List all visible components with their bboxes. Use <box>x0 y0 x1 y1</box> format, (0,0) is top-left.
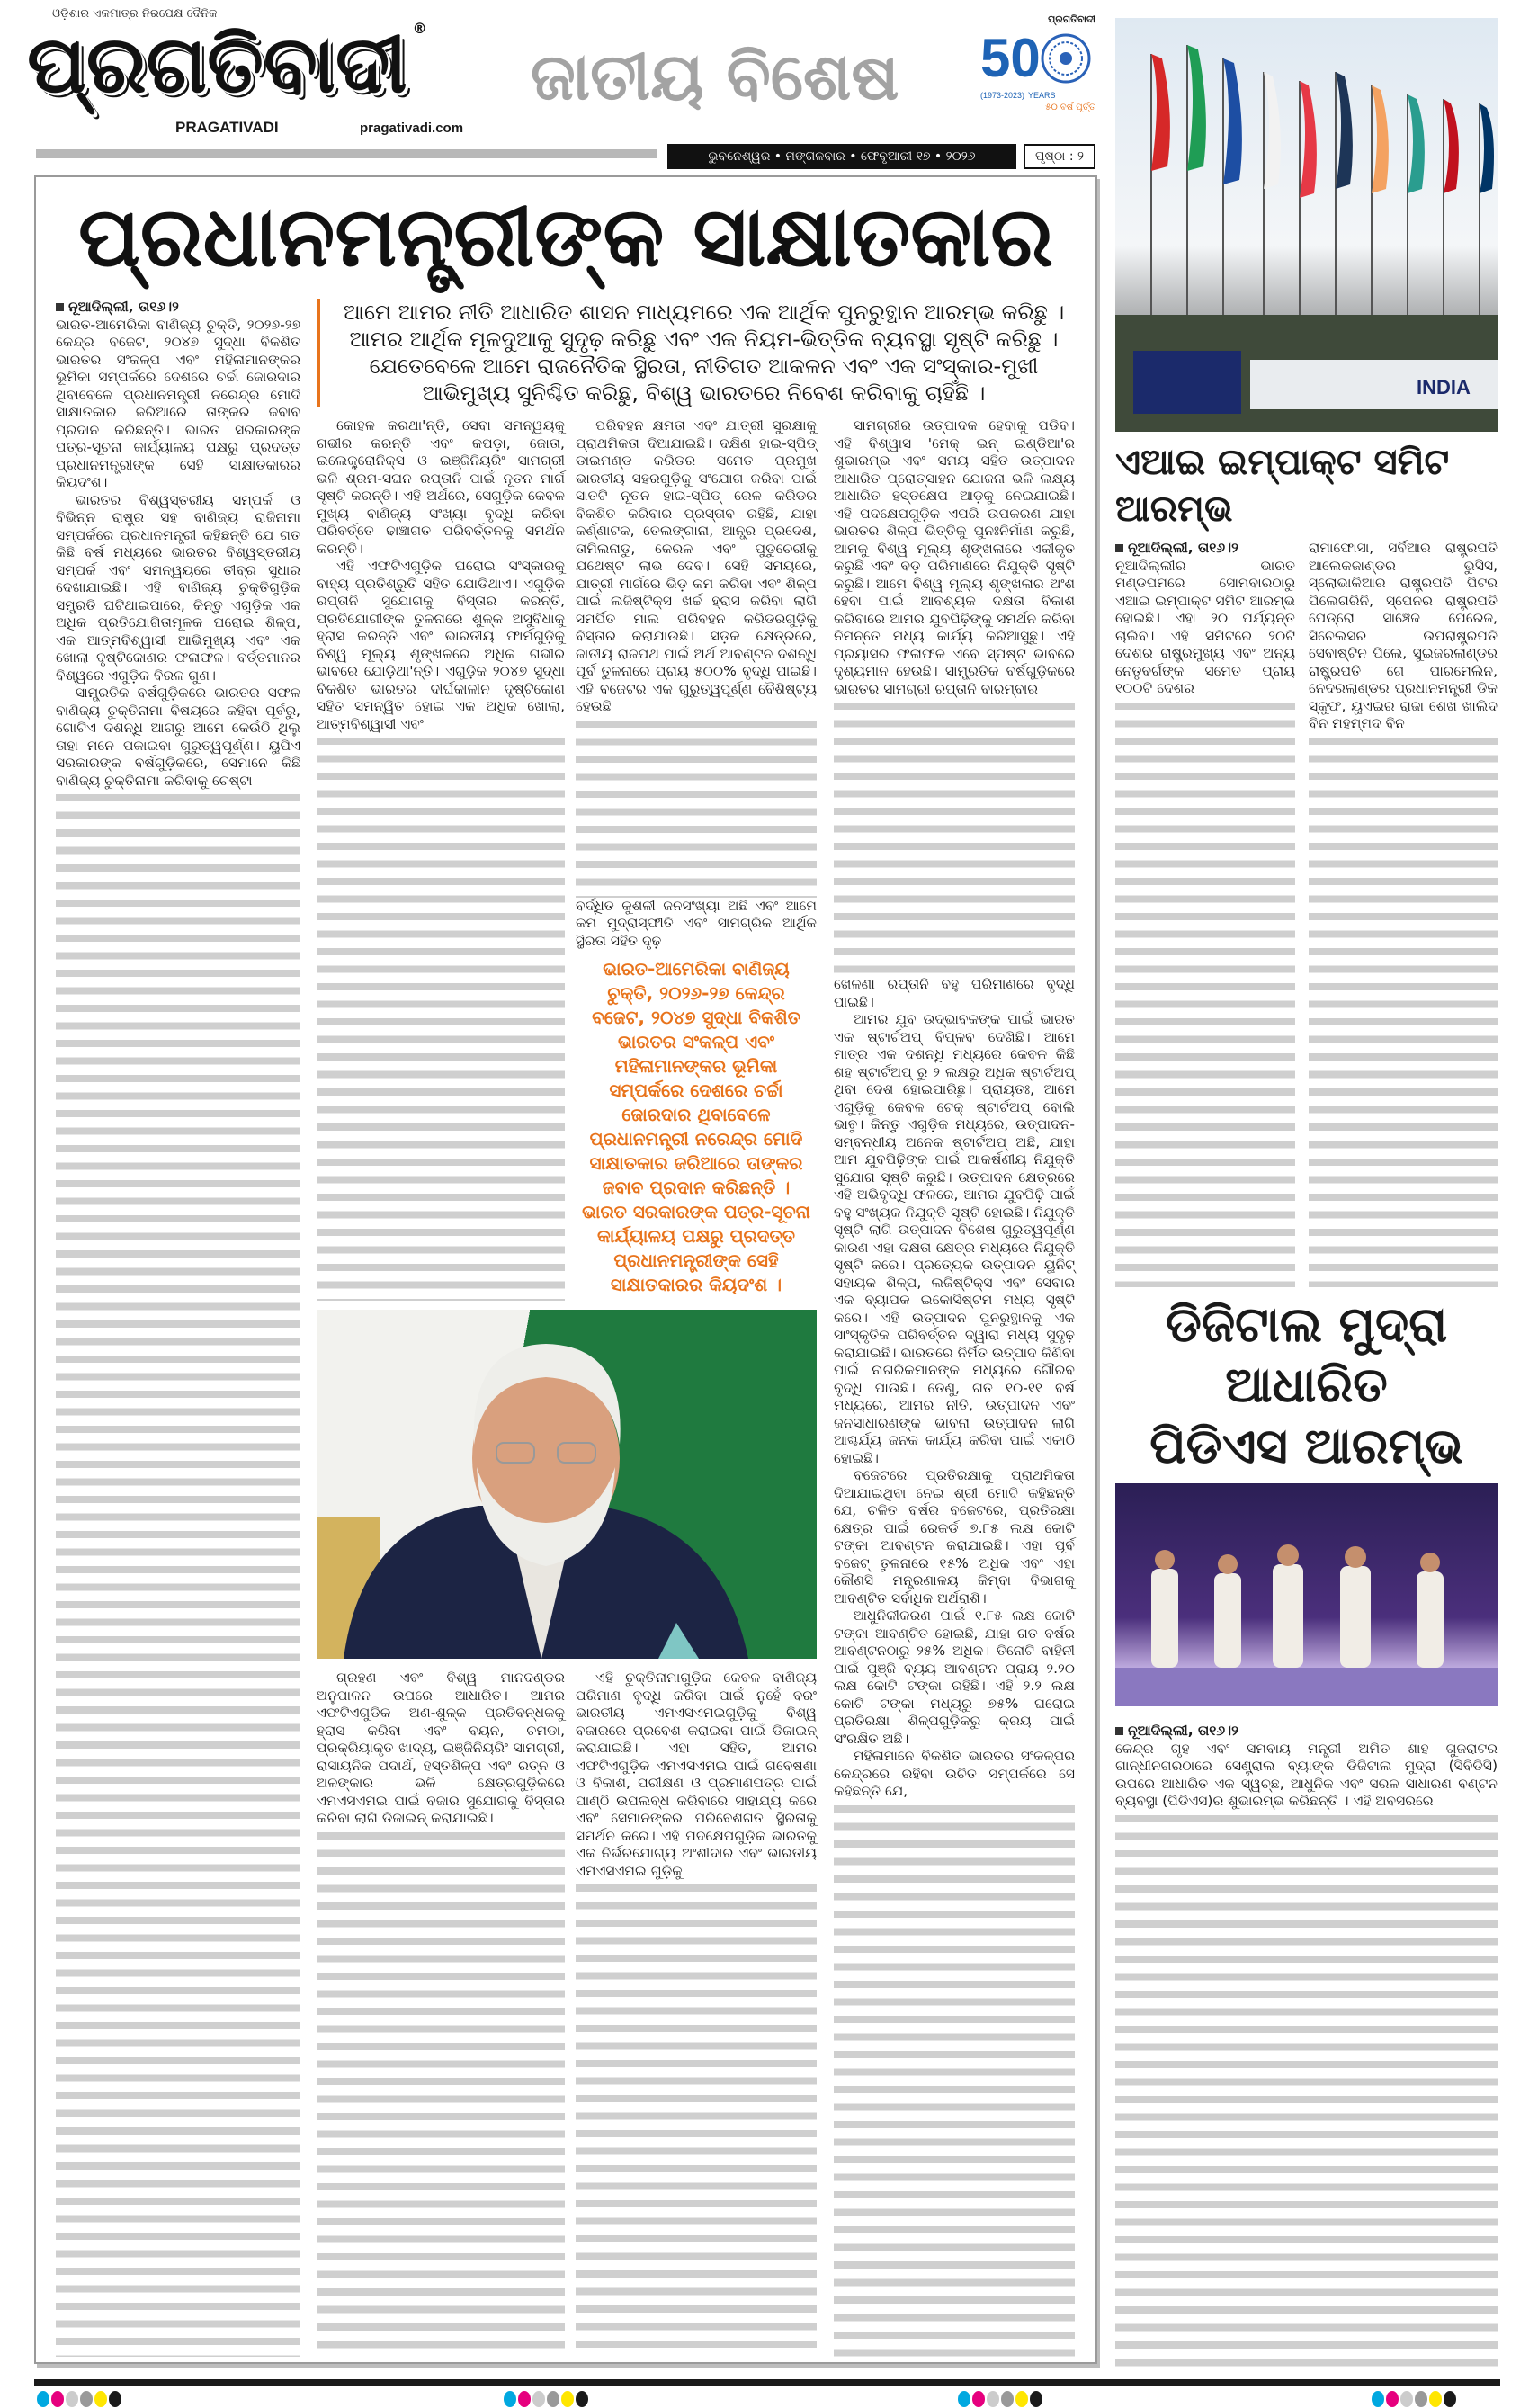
masthead-rule <box>36 149 657 158</box>
newspaper-logo <box>27 20 427 110</box>
sidebar-story1-col-a <box>1115 540 1295 1287</box>
body-paragraph: ବର୍ଦ୍ଧିତ କୁଶଳୀ ଜନସଂଖ୍ୟା ଅଛି ଏବଂ ଆମେ କମ ମୁଦ୍ରାସ୍ଫୀତି ଏବଂ ସାମଗ୍ରିକ ଆର୍ଥିକ ସ୍ଥିରତା ସହିତ ଦୃଢ଼ <box>576 897 817 949</box>
registered-mark: ® <box>412 20 427 37</box>
color-registration-marks <box>504 2391 588 2407</box>
body-paragraph: ଏହି ଚୁକ୍ତିନାମାଗୁଡ଼ିକ କେବଳ ବାଣିଜ୍ୟ ପରିମାଣ ବୃଦ୍ଧି କରିବା ପାଇଁ ନୁହେଁ ବରଂ ଭାରତୀୟ ଏମଏସଏମଇଗୁଡ଼ିକୁ ବିଶ୍ୱ ବଜାରରେ ପ୍ରବେଶ କରାଇବା ପାଇଁ ଡିଜାଇନ୍ କରାଯାଇଛି। ଏହା ସହିତ, ଆମର ଏଫଟିଏଗୁଡ଼ିକ ଏମଏସଏମଇ ପାଇଁ ଗବେଷଣା ଓ ବିକାଶ, ପରୀକ୍ଷଣ ଓ ପ୍ରମାଣପତ୍ର ପାଇଁ ପାଣ୍ଠି ଉପଲବ୍ଧ କରିବାରେ ସାହାଯ୍ୟ କରେ ଏବଂ ସେମାନଙ୍କର ପରିବେଶଗତ ସ୍ଥିରତାକୁ ସମର୍ଥନ କରେ। ଏହି ପଦକ୍ଷେପଗୁଡ଼ିକ ଭାରତକୁ ଏକ ନିର୍ଭରଯୋଗ୍ୟ ଅଂଶୀଦାର ଏବଂ ଭାରତୀୟ ଏମଏସଏମଇ ଗୁଡ଼ିକୁ <box>576 1669 817 1879</box>
sidebar <box>1115 439 1498 2368</box>
color-registration-marks <box>1372 2391 1456 2407</box>
body-text-continued <box>834 1801 1075 2357</box>
body-paragraph: ମହିଳାମାନେ ବିକଶିତ ଭାରତର ସଂକଳ୍ପର କେନ୍ଦ୍ରରେ ରହିବା ଉଚିତ ସମ୍ପର୍କରେ ସେ କହିଛନ୍ତି ଯେ, <box>834 1748 1075 1800</box>
anniversary-brand: ପ୍ରଗତିବାଦୀ <box>1048 13 1095 25</box>
body-paragraph: ନୂଆଦିଲ୍ଲୀର ଭାରତ ମଣ୍ଡପମରେ ସୋମବାରଠାରୁ ଏଆଇ ଇମ୍ପାକ୍ଟ ସମିଟ ଆରମ୍ଭ ହୋଇଛି। ଏହା ୨୦ ପର୍ଯ୍ୟନ୍ତ ଚାଲିବ। ଏହି ସମିଟରେ ୨୦ଟି ଦେଶର ରାଷ୍ଟ୍ରମୁଖ୍ୟ ଏବଂ ଅନ୍ୟ ନେତୃବର୍ଗଙ୍କ ସମେତ ପ୍ରାୟ ୧୦୦ଟି ଦେଶର <box>1115 557 1295 696</box>
anniversary-years: YEARS <box>1028 91 1056 100</box>
body-paragraph: ସାମ୍ପ୍ରତିକ ବର୍ଷଗୁଡ଼ିକରେ ଭାରତର ସଫଳ ବାଣିଜ୍ୟ ଚୁକ୍ତିନାମା ବିଷୟରେ କହିବା ପୂର୍ବରୁ, ଗୋଟିଏ ଦଶନ୍ଧି ଆଗରୁ ଆମେ କେଉଁଠି ଥିଲୁ ତାହା ମନେ ପକାଇବା ଗୁରୁତ୍ୱପୂର୍ଣ୍ଣ। ୟୁପିଏ ସରକାରଙ୍କ ବର୍ଷଗୁଡ଼ିକରେ, ସେମାନେ କିଛି ବାଣିଜ୍ୟ ଚୁକ୍ତିନାମା କରିବାକୁ ଚେଷ୍ଟା <box>56 685 300 789</box>
body-text-continued <box>834 698 1075 976</box>
article-column-3-lower <box>576 1669 817 2357</box>
lead-paragraph: ଭାରତ-ଆମେରିକା ବାଣିଜ୍ୟ ଚୁକ୍ତି, ୨୦୨୬-୨୭ କେନ୍ଦ୍ର ବଜେଟ, ୨୦୪୭ ସୁଦ୍ଧା ବିକଶିତ ଭାରତର ସଂକଳ୍ପ ଏବଂ ମହିଳାମାନଙ୍କର ଭୂମିକା ସମ୍ପର୍କରେ ଦେଶରେ ଚର୍ଚ୍ଚା ଜୋରଦାର ଥିବାବେଳେ ପ୍ରଧାନମନ୍ତ୍ରୀ ନରେନ୍ଦ୍ର ମୋଦି ସାକ୍ଷାତକାର ଜରିଆରେ ତାଙ୍କର ଜବାବ ପ୍ରଦାନ କରିଛନ୍ତି। ଭାରତ ସରକାରଙ୍କ ପତ୍ର-ସୂଚନା କାର୍ଯ୍ୟାଳୟ ପକ୍ଷରୁ ପ୍ରଦତ୍ତ ପ୍ରଧାନମନ୍ତ୍ରୀଙ୍କ ସେହି ସାକ୍ଷାତକାରର କିୟଦଂଶ। <box>56 316 300 491</box>
article-columns-2-3 <box>317 417 817 2357</box>
anniversary-logo <box>980 13 1095 114</box>
main-article <box>36 180 1095 2357</box>
portrait-illustration <box>317 1310 817 1659</box>
sidebar-headline-digital-pds <box>1115 1294 1498 1477</box>
sidebar-headline-ai-summit: ଏଆଇ ଇମ୍ପାକ୍ଟ ସମିଟ ଆରମ୍ଭ <box>1115 442 1450 530</box>
columns-upper <box>317 417 817 1301</box>
article-right-area <box>317 299 1075 2357</box>
body-text-continued <box>576 716 817 898</box>
anniversary-caption: ୫୦ ବର୍ଷ ପୂର୍ତ୍ତି <box>1045 103 1095 112</box>
body-text-continued <box>1115 1811 1498 2368</box>
masthead-tagline: ଓଡ଼ିଶାର ଏକମାତ୍ର ନିରପେକ୍ଷ ଦୈନିକ <box>52 7 218 21</box>
body-text-continued <box>56 790 300 2357</box>
body-paragraph: ଏହି ଏଫଟିଏଗୁଡ଼ିକ ଘରୋଇ ସଂସ୍କାରକୁ ବାହ୍ୟ ପ୍ରତିଶ୍ରୁତି ସହିତ ଯୋଡିଥାଏ। ଏଗୁଡ଼ିକ ରପ୍ତାନି ସୁଯୋଗକୁ ବିସ୍ତାର କରନ୍ତି, ପ୍ରତିଯୋଗୀଙ୍କ ତୁଳନାରେ ଶୁଳ୍କ ଅସୁବିଧାକୁ ହ୍ରାସ କରନ୍ତି ଏବଂ ଭାରତୀୟ ଫାର୍ମଗୁଡ଼ିକୁ ବିଶ୍ୱ ମୂଲ୍ୟ ଶୃଙ୍ଖଳରେ ଅଧିକ ଗଭୀର ଭାବରେ ଯୋଡ଼ିଥା'ନ୍ତି। ଏଗୁଡ଼ିକ ୨୦୪୭ ସୁଦ୍ଧା ବିକଶିତ ଭାରତର ଦୀର୍ଘକାଳୀନ ଦୃଷ୍ଟିକୋଣ ସହିତ ସମନ୍ୱିତ ହୋଇ ଏକ ଅଧିକ ଖୋଲା, ଆତ୍ମବିଶ୍ୱାସୀ ଏବଂ <box>317 558 565 732</box>
article-column-1 <box>56 299 300 2357</box>
sidebar-story2-body <box>1115 1723 1498 2368</box>
pds-launch-photo <box>1115 1483 1498 1706</box>
article-column-2 <box>317 417 565 1301</box>
body-text-continued <box>576 1880 817 2357</box>
dateline: ନୂଆଦିଲ୍ଲୀ, ତା୧୬।୨ <box>1115 540 1295 558</box>
body-paragraph: ଗ୍ରହଣ ଏବଂ ବିଶ୍ୱ ମାନଦଣ୍ଡର ଅନୁପାଳନ ଉପରେ ଆଧାରିତ। ଆମର ଏଫଟିଏଗୁଡିକ ଅଣ-ଶୁଳ୍କ ପ୍ରତିବନ୍ଧକକୁ ହ୍ରାସ କରିବା ଏବଂ ବୟନ, ଚମଡା, ପ୍ରକ୍ରିୟାକୃତ ଖାଦ୍ୟ, ଇଞ୍ଜିନିୟରିଂ ସାମଗ୍ରୀ, ରାସାୟନିକ ପଦାର୍ଥ, ହସ୍ତଶିଳ୍ପ ଏବଂ ରତ୍ନ ଓ ଅଳଙ୍କାର ଭଳି କ୍ଷେତ୍ରଗୁଡ଼ିକରେ ଏମଏସଏମଇ ପାଇଁ ବଜାର ସୁଯୋଗକୁ ବିସ୍ତାର କରିବା ଲାଗି ଡିଜାଇନ୍ କରାଯାଇଛି। <box>317 1669 565 1827</box>
body-paragraph: ଆଧୁନିକୀକରଣ ପାଇଁ ୧.୮୫ ଲକ୍ଷ କୋଟି ଟଙ୍କା ଆବଣ୍ଟିତ ହୋଇଛି, ଯାହା ଗତ ବର୍ଷର ଆବଣ୍ଟନଠାରୁ ୨୫% ଅଧିକ। ତିନୋଟି ବାହିନୀ ପାଇଁ ପୁଞ୍ଜି ବ୍ୟୟ ଆବଣ୍ଟନ ପ୍ରାୟ ୨.୨୦ ଲକ୍ଷ କୋଟି ଟଙ୍କା ରହିଛି। ଏହି ୨.୨ ଲକ୍ଷ କୋଟି ଟଙ୍କା ମଧ୍ୟରୁ ୭୫% ଘରୋଇ ପ୍ରତିରକ୍ଷା ଶିଳ୍ପଗୁଡ଼ିକରୁ କ୍ରୟ ପାଇଁ ସଂରକ୍ଷିତ ଅଛି। <box>834 1607 1075 1747</box>
article-column-4 <box>834 417 1075 2357</box>
logo-english: PRAGATIVADI <box>175 119 279 136</box>
body-text-continued <box>317 733 565 1301</box>
photo-sign-text: INDIA <box>1417 376 1471 398</box>
headline-line-2: ପିଡିଏସ ଆରମ୍ଭ <box>1149 1417 1463 1474</box>
body-paragraph: ଭାରତର ବିଶ୍ୱସ୍ତରୀୟ ସମ୍ପର୍କ ଓ ବିଭିନ୍ନ ରାଷ୍ଟ୍ର ସହ ବାଣିଜ୍ୟ ରାଜିନାମା ସମ୍ପର୍କରେ ପ୍ରଧାନମନ୍ତ୍ରୀ କହିଛନ୍ତି ଯେ ଗତ କିଛି ବର୍ଷ ମଧ୍ୟରେ ଭାରତର ବିଶ୍ୱସ୍ତରୀୟ ସମ୍ପର୍କ ଏବଂ ସମନ୍ୱୟରେ ତୀବ୍ର ସୁଧାର ଦେଖାଯାଇଛି। ଏହି ବାଣିଜ୍ୟ ଚୁକ୍ତିଗୁଡ଼ିକ ସମ୍ପ୍ରତି ଘଟିଥାଇପାରେ, କିନ୍ତୁ ଏଗୁଡ଼ିକ ଏକ ଅଧିକ ପ୍ରତିଯୋଗିତାମୂଳକ ଘରୋଇ ଶିଳ୍ପ, ଏକ ଆତ୍ମବିଶ୍ୱାସୀ ଆଭିମୁଖ୍ୟ ଏବଂ ଏକ ଖୋଲା ଦୃଷ୍ଟିକୋଣର ଫଳାଫଳ। ବର୍ତ୍ତମାନର ବିଶ୍ୱରେ ଏଗୁଡ଼ିକ ବିରଳ ଗୁଣ। <box>56 491 300 684</box>
issue-date: ଭୁବନେଶ୍ୱର • ମଙ୍ଗଳବାର • ଫେବୃଆରୀ ୧୭ • ୨୦୨୬ <box>667 144 1016 169</box>
sidebar-story1 <box>1115 540 1498 1287</box>
body-paragraph: କୋହଳ କରଥା'ନ୍ତି, ସେବା ସମନ୍ୱୟକୁ ଗଭୀର କରନ୍ତି ଏବଂ କପଡ଼ା, ଜୋତା, ଇଲେକ୍ଟ୍ରୋନିକ୍ସ ଓ ଇଞ୍ଜିନିୟରିଂ ସାମଗ୍ରୀ ଭଳି ଶ୍ରମ-ସଘନ ରପ୍ତାନି ପାଇଁ ନୂତନ ମାର୍ଗ ସୃଷ୍ଟି କରନ୍ତି। ଏହି ଅର୍ଥରେ, ସେଗୁଡ଼ିକ କେବଳ ମୁଖ୍ୟ ବାଣିଜ୍ୟ ସଂଖ୍ୟା ବୃଦ୍ଧି କରିବା ପରିବର୍ତ୍ତେ ଢାଞ୍ଚାଗତ ପରିବର୍ତ୍ତନକୁ ସମର୍ଥନ କରନ୍ତି। <box>317 417 565 557</box>
dateline: ନୂଆଦିଲ୍ଲୀ, ତା୧୬।୨ <box>1115 1723 1498 1741</box>
anniversary-meta <box>980 90 1095 101</box>
article-columns <box>317 417 1075 2357</box>
flags-illustration <box>1115 18 1498 432</box>
logo-text: ପ୍ରଗତିବାଦୀ <box>27 18 407 111</box>
body-paragraph: ଆମର ଯୁବ ଉଦ୍ଭାବକଙ୍କ ପାଇଁ ଭାରତ ଏକ ଷ୍ଟାର୍ଟଅପ୍ ବିପ୍ଳବ ଦେଖିଛି। ଆମେ ମାତ୍ର ଏକ ଦଶନ୍ଧି ମଧ୍ୟରେ କେବଳ କିଛି ଶହ ଷ୍ଟାର୍ଟଅପ୍ ରୁ ୨ ଲକ୍ଷରୁ ଅଧିକ ଷ୍ଟାର୍ଟଅପ୍ ଥିବା ଦେଶ ହୋଇପାରିଛୁ। ପ୍ରାୟତଃ, ଆମେ ଏଗୁଡ଼ିକୁ କେବଳ ଟେକ୍ ଷ୍ଟାର୍ଟଅପ୍ ବୋଲି ଭାବୁ। କିନ୍ତୁ ଏଗୁଡ଼ିକ ମଧ୍ୟରେ, ଉତ୍ପାଦନ-ସମ୍ବନ୍ଧୀୟ ଅନେକ ଷ୍ଟାର୍ଟଅପ୍ ଅଛି, ଯାହା ଆମ ଯୁବପିଢ଼ିଙ୍କ ପାଇଁ ଆକର୍ଷଣୀୟ ନିଯୁକ୍ତି ସୁଯୋଗ ସୃଷ୍ଟି କରୁଛି। ଉତ୍ପାଦନ କ୍ଷେତ୍ରରେ ଏହି ଅଭିବୃଦ୍ଧି ଫଳରେ, ଆମର ଯୁବପିଢ଼ି ପାଇଁ ବହୁ ସଂଖ୍ୟକ ନିଯୁକ୍ତି ସୃଷ୍ଟି ହୋଇଛି। ନିଯୁକ୍ତି ସୃଷ୍ଟି ଲାଗି ଉତ୍ପାଦନ ବିଶେଷ ଗୁରୁତ୍ୱପୂର୍ଣ୍ଣ କାରଣ ଏହା ଦକ୍ଷତା କ୍ଷେତ୍ର ମଧ୍ୟରେ ନିଯୁକ୍ତି ସୃଷ୍ଟି କରେ। ପ୍ରତ୍ୟେକ ଉତ୍ପାଦନ ୟୁନିଟ୍ ସହାୟକ ଶିଳ୍ପ, ଲଜିଷ୍ଟିକ୍ସ ଏବଂ ସେବାର ଏକ ବ୍ୟାପକ ଇକୋସିଷ୍ଟମ ମଧ୍ୟ ସୃଷ୍ଟି କରେ। ଏହି ଉତ୍ପାଦନ ପୁନରୁତ୍ଥାନକୁ ଏକ ସାଂସ୍କୃତିକ ପରିବର୍ତ୍ତନ ଦ୍ୱାରା ମଧ୍ୟ ସୁଦୃଢ଼ କରାଯାଇଛି। ଭାରତରେ ନିର୍ମିତ ଉତ୍ପାଦ କିଣିବା ପାଇଁ ନାଗରିକମାନଙ୍କ ମଧ୍ୟରେ ଗୌରବ ବୃଦ୍ଧି ପାଉଛି। ତେଣୁ, ଗତ ୧୦-୧୧ ବର୍ଷ ମଧ୍ୟରେ, ଆମର ନୀତି, ଉତ୍ପାଦନ ଏବଂ ଜନସାଧାରଣଙ୍କ ଭାବନା ଉତ୍ପାଦନ ଲାଗି ଆଶ୍ଚର୍ଯ୍ୟ ଜନକ କାର୍ଯ୍ୟ କରିବା ପାଇଁ ଏକାଠି ହୋଇଛି। <box>834 1011 1075 1466</box>
prime-minister-photo <box>317 1310 817 1659</box>
page-number: ପୃଷ୍ଠା : ୨ <box>1024 144 1095 169</box>
stage-illustration <box>1115 1483 1498 1706</box>
body-paragraph: ଖେଳଣା ରପ୍ତାନି ବହୁ ପରିମାଣରେ ବୃଦ୍ଧି ପାଇଛି। <box>834 976 1075 1010</box>
dateline: ନୂଆଦିଲ୍ଲୀ, ତା୧୬।୨ <box>56 299 300 317</box>
color-registration-marks <box>37 2391 121 2407</box>
article-column-2-lower <box>317 1669 565 2357</box>
main-headline: ପ୍ରଧାନମନ୍ତ୍ରୀଙ୍କ ସାକ୍ଷାତକାର <box>78 189 1053 285</box>
body-text-continued <box>1115 698 1295 1287</box>
section-title: ଜାତୀୟ ବିଶେଷ <box>531 39 899 114</box>
website-link[interactable]: pragativadi.com <box>360 121 464 136</box>
article-body <box>36 299 1095 2357</box>
body-text-continued <box>1309 733 1498 1287</box>
body-paragraph: ରାମାଫୋସା, ସର୍ବିଆର ରାଷ୍ଟ୍ରପତି ଆଲେକଜାଣ୍ଡର ଭୁସିସ, ସ୍ଲୋଭାକିଆର ରାଷ୍ଟ୍ରପତି ପିଟର ପିଲେଗରିନି, ସ୍ପେନର ରାଷ୍ଟ୍ରପତି ପେଡ୍ରୋ ସାଞ୍ଚେଜ ପେରେଜ, ସିଚେଲସର ଉପରାଷ୍ଟ୍ରପତି ସେବାଷ୍ଟିନ ପିଲେ, ସୁଇଜରଲାଣ୍ଡର ରାଷ୍ଟ୍ରପତି ଗେ ପାରମେଲିନ, ନେଦରଲାଣ୍ଡର ପ୍ରଧାନମନ୍ତ୍ରୀ ଡିକ ସ୍କୁଫ, ୟୁଏଇର ରାଜା ଶେଖ ଖାଲିଦ ବିନ ମହମ୍ମଦ ବିନ <box>1309 540 1498 731</box>
body-paragraph: ପରିବହନ କ୍ଷମତା ଏବଂ ଯାତ୍ରୀ ସୁରକ୍ଷାକୁ ପ୍ରାଥମିକତା ଦିଆଯାଇଛି। ଦକ୍ଷିଣ ହାଇ-ସ୍ପିଡ୍ ଡାଇମଣ୍ଡ କରିଡର ସମେତ ପ୍ରମୁଖ ଭାରତୀୟ ସହରଗୁଡ଼ିକୁ ସଂଯୋଗ କରିବା ପାଇଁ ସାତଟି ନୂତନ ହାଇ-ସ୍ପିଡ୍ ରେଳ କରିଡର ବିକଶିତ କରିବାର ପ୍ରସ୍ତାବ ରହିଛି, ଯାହା କର୍ଣ୍ଣାଟକ, ତେଲଙ୍ଗାନା, ଆନ୍ଧ୍ର ପ୍ରଦେଶ, ତାମିଲନାଡୁ, କେରଳ ଏବଂ ପୁଡୁଚେରୀକୁ ଯଥେଷ୍ଟ ଲାଭ ଦେବ। ସେହି ସମୟରେ, ଯାତ୍ରୀ ମାର୍ଗରେ ଭିଡ଼ କମ କରିବା ଏବଂ ଶିଳ୍ପ ପାଇଁ ଲଜିଷ୍ଟିକ୍ସ ଖର୍ଚ୍ଚ ହ୍ରାସ କରିବା ଲାଗି ସମର୍ପିତ ମାଲ ପରିବହନ କରିଡରଗୁଡ଼ିକୁ ବିସ୍ତାର କରାଯାଉଛି। ସଡ଼କ କ୍ଷେତ୍ରରେ, ଜାତୀୟ ରାଜପଥ ପାଇଁ ଅର୍ଥ ଆବଣ୍ଟନ ଦଶନ୍ଧି ପୂର୍ବ ତୁଳନାରେ ପ୍ରାୟ ୫୦୦% ବୃଦ୍ଧି ପାଇଛି। ଏହି ବଜେଟର ଏକ ଗୁରୁତ୍ୱପୂର୍ଣ୍ଣ ବୈଶିଷ୍ଟ୍ୟ ହେଉଛି <box>576 417 817 715</box>
sidebar-story1-col-b <box>1309 540 1498 1287</box>
anniversary-number: 50 <box>980 28 1041 88</box>
color-registration-marks <box>958 2391 1042 2407</box>
headline-line-1: ଡିଜିଟାଲ ମୁଦ୍ରା ଆଧାରିତ <box>1165 1295 1448 1414</box>
anniversary-row <box>980 27 1095 90</box>
pull-quote: ଭାରତ-ଆମେରିକା ବାଣିଜ୍ୟ ଚୁକ୍ତି, ୨୦୨୬-୨୭ କେନ୍ଦ୍ର ବଜେଟ, ୨୦୪୭ ସୁଦ୍ଧା ବିକଶିତ ଭାରତର ସଂକଳ୍ପ ଏବଂ ମହିଳାମାନଙ୍କର ଭୂମିକା ସମ୍ପର୍କରେ ଦେଶରେ ଚର୍ଚ୍ଚା ଜୋରଦାର ଥିବାବେଳେ ପ୍ରଧାନମନ୍ତ୍ରୀ ନରେନ୍ଦ୍ର ମୋଦି ସାକ୍ଷାତକାର ଜରିଆରେ ତାଙ୍କର ଜବାବ ପ୍ରଦାନ କରିଛନ୍ତି । ଭାରତ ସରକାରଙ୍କ ପତ୍ର-ସୂଚନା କାର୍ଯ୍ୟାଳୟ ପକ୍ଷରୁ ପ୍ରଦତ୍ତ ପ୍ରଧାନମନ୍ତ୍ରୀଙ୍କ ସେହି ସାକ୍ଷାତକାରର କିୟଦଂଶ । <box>582 958 810 1296</box>
summit-flags-photo <box>1115 18 1498 432</box>
standfirst-quote: ଆମେ ଆମର ନୀତି ଆଧାରିତ ଶାସନ ମାଧ୍ୟମରେ ଏକ ଆର୍ଥିକ ପୁନରୁତ୍ଥାନ ଆରମ୍ଭ କରିଛୁ । ଆମର ଆର୍ଥିକ ମୂଳଦୁଆକୁ ସୁଦୃଢ଼ କରିଛୁ ଏବଂ ଏକ ନିୟମ-ଭିତ୍ତିକ ବ୍ୟବସ୍ଥା ସୃଷ୍ଟି କରିଛୁ । ଯେତେବେଳେ ଆମେ ରାଜନୈତିକ ସ୍ଥିରତା, ନୀତିଗତ ଆକଳନ ଏବଂ ଏକ ସଂସ୍କାର-ମୁଖୀ ଆଭିମୁଖ୍ୟ ସୁନିଶ୍ଚିତ କରିଛୁ, ବିଶ୍ୱ ଭାରତରେ ନିବେଶ କରିବାକୁ ଚାହିଁଛି । <box>317 299 1075 407</box>
columns-lower <box>317 1669 817 2357</box>
body-paragraph: କେନ୍ଦ୍ର ଗୃହ ଏବଂ ସମବାୟ ମନ୍ତ୍ରୀ ଅମିତ ଶାହ ଗୁଜରାଟର ଗାନ୍ଧୀନଗରଠାରେ ସେଣ୍ଟ୍ରାଲ ବ୍ୟାଙ୍କ ଡିଜିଟାଲ ମୁଦ୍ରା (ସିବିଡିସି) ଉପରେ ଆଧାରିତ ଏକ ସ୍ୱଚ୍ଛ, ଆଧୁନିକ ଏବଂ ସରଳ ସାଧାରଣ ବଣ୍ଟନ ବ୍ୟବସ୍ଥା (ପିଡିଏସ)ର ଶୁଭାରମ୍ଭ କରିଛନ୍ତି । ଏହି ଅବସରରେ <box>1115 1740 1498 1810</box>
body-text-continued <box>317 1828 565 2357</box>
article-column-3 <box>576 417 817 1301</box>
body-paragraph: ବଜେଟରେ ପ୍ରତିରକ୍ଷାକୁ ପ୍ରାଥମିକତା ଦିଆଯାଇଥିବା ନେଇ ଶ୍ରୀ ମୋଦି କହିଛନ୍ତି ଯେ, ଚଳିତ ବର୍ଷର ବଜେଟରେ, ପ୍ରତିରକ୍ଷା କ୍ଷେତ୍ର ପାଇଁ ରେକର୍ଡ ୭.୮୫ ଲକ୍ଷ କୋଟି ଟଙ୍କା ଆବଣ୍ଟନ କରାଯାଇଛି। ଏହା ପୂର୍ବ ବଜେଟ୍ ତୁଳନାରେ ୧୫% ଅଧିକ ଏବଂ ଏହା କୌଣସି ମନ୍ତ୍ରଣାଳୟ କିମ୍ବା ବିଭାଗକୁ ଆବଣ୍ଟିତ ସର୍ବାଧିକ ଅର୍ଥରାଶି। <box>834 1467 1075 1607</box>
print-rule <box>34 2379 1500 2386</box>
body-paragraph: ସାମଗ୍ରୀର ଉତ୍ପାଦକ ହେବାକୁ ପଡିବ। ଏହି ବିଶ୍ୱାସ 'ମେକ୍ ଇନ୍ ଇଣ୍ଡିଆ'ର ଶୁଭାରମ୍ଭ ଏବଂ ସମୟ ସହିତ ଉତ୍ପାଦନ ଆଧାରିତ ପ୍ରୋତ୍ସାହନ ଯୋଜନା ଭଳି ଲକ୍ଷ୍ୟ ଆଧାରିତ ହସ୍ତକ୍ଷେପ ଆଡ଼କୁ ନେଇଯାଇଛି। ଏହି ପଦକ୍ଷେପଗୁଡ଼ିକ ଏପରି ଉପକରଣ ଯାହା ଭାରତର ଶିଳ୍ପ ଭିତ୍ତିକୁ ପୁନଃନିର୍ମାଣ କରୁଛି, ଆମକୁ ବିଶ୍ୱ ମୂଲ୍ୟ ଶୃଙ୍ଖଳାରେ ଏକୀକୃତ କରୁଛି ଏବଂ ବଡ଼ ପରିମାଣରେ ନିଯୁକ୍ତି ସୃଷ୍ଟି କରୁଛି। ଆମେ ବିଶ୍ୱ ମୂଲ୍ୟ ଶୃଙ୍ଖଳାର ଅଂଶ ହେବା ପାଇଁ ଆବଶ୍ୟକ ଦକ୍ଷତା ବିକାଶ କରିବାରେ ଆମର ଯୁବପିଢ଼ିଙ୍କୁ ସମର୍ଥନ କରିବା ନିମନ୍ତେ ମଧ୍ୟ କାର୍ଯ୍ୟ କରିଆସୁଛୁ। ଏହି ପ୍ରୟାସର ଫଳାଫଳ ଏବେ ସ୍ପଷ୍ଟ ଭାବରେ ଦୃଶ୍ୟମାନ ହେଉଛି। ସାମ୍ପ୍ରତିକ ବର୍ଷଗୁଡ଼ିକରେ ଭାରତର ସାମଗ୍ରୀ ରପ୍ତାନି ବାରମ୍ବାର <box>834 417 1075 697</box>
anniversary-emblem-icon <box>1041 33 1091 84</box>
anniversary-span: (1973-2023) <box>980 91 1025 100</box>
